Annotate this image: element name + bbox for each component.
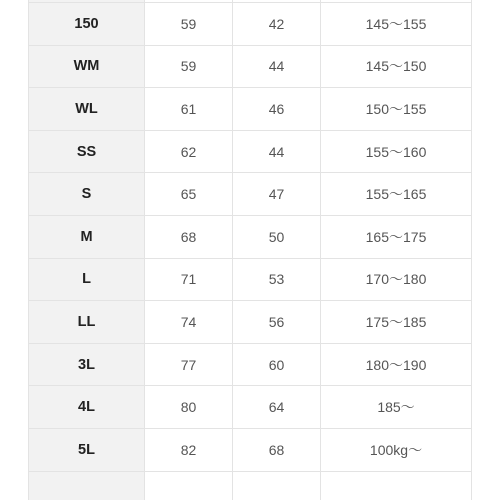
table-row: [29, 471, 472, 500]
size-cell: 3L: [29, 343, 145, 386]
size-cell: LL: [29, 301, 145, 344]
table-cell: 80: [145, 386, 233, 429]
table-cell: 68: [145, 215, 233, 258]
table-cell: 175〜185: [321, 301, 472, 344]
table-cell: 46: [233, 88, 321, 131]
table-cell: 50: [233, 215, 321, 258]
table-cell: [321, 471, 472, 500]
table-cell: 42: [233, 3, 321, 46]
size-cell: 5L: [29, 428, 145, 471]
table-cell: 155〜160: [321, 130, 472, 173]
table-row: [29, 215, 472, 258]
table-cell: 59: [145, 45, 233, 88]
table-cell: 155〜165: [321, 173, 472, 216]
size-chart-table: [28, 0, 472, 500]
table-row: [29, 3, 472, 46]
table-cell: 44: [233, 45, 321, 88]
table-cell: 47: [233, 173, 321, 216]
size-cell: 4L: [29, 386, 145, 429]
size-cell: L: [29, 258, 145, 301]
table-cell: 145〜150: [321, 45, 472, 88]
table-cell: 59: [145, 3, 233, 46]
table-cell: 180〜190: [321, 343, 472, 386]
table-cell: 185〜: [321, 386, 472, 429]
table-cell: 71: [145, 258, 233, 301]
table-cell: 74: [145, 301, 233, 344]
table-row: [29, 386, 472, 429]
table-row: [29, 88, 472, 131]
table-cell: 62: [145, 130, 233, 173]
table-cell: 53: [233, 258, 321, 301]
table-row: [29, 343, 472, 386]
table-cell: 65: [145, 173, 233, 216]
table-cell: [145, 471, 233, 500]
table-cell: 150〜155: [321, 88, 472, 131]
table-row: [29, 130, 472, 173]
table-row: [29, 45, 472, 88]
size-cell: S: [29, 173, 145, 216]
table-cell: 170〜180: [321, 258, 472, 301]
table-cell: 61: [145, 88, 233, 131]
table-cell: 56: [233, 301, 321, 344]
size-cell: 150: [29, 3, 145, 46]
table-cell: 100kg〜: [321, 428, 472, 471]
size-cell: WM: [29, 45, 145, 88]
table-row: [29, 301, 472, 344]
table-cell: 77: [145, 343, 233, 386]
table-row: [29, 258, 472, 301]
size-cell: [29, 471, 145, 500]
size-cell: WL: [29, 88, 145, 131]
table-cell: 64: [233, 386, 321, 429]
size-cell: M: [29, 215, 145, 258]
table-row: [29, 173, 472, 216]
table-cell: 44: [233, 130, 321, 173]
table-cell: 165〜175: [321, 215, 472, 258]
size-cell: SS: [29, 130, 145, 173]
table-cell: 68: [233, 428, 321, 471]
table-cell: 82: [145, 428, 233, 471]
table-cell: 60: [233, 343, 321, 386]
table-cell: [233, 471, 321, 500]
table-cell: 145〜155: [321, 3, 472, 46]
table-row: [29, 428, 472, 471]
